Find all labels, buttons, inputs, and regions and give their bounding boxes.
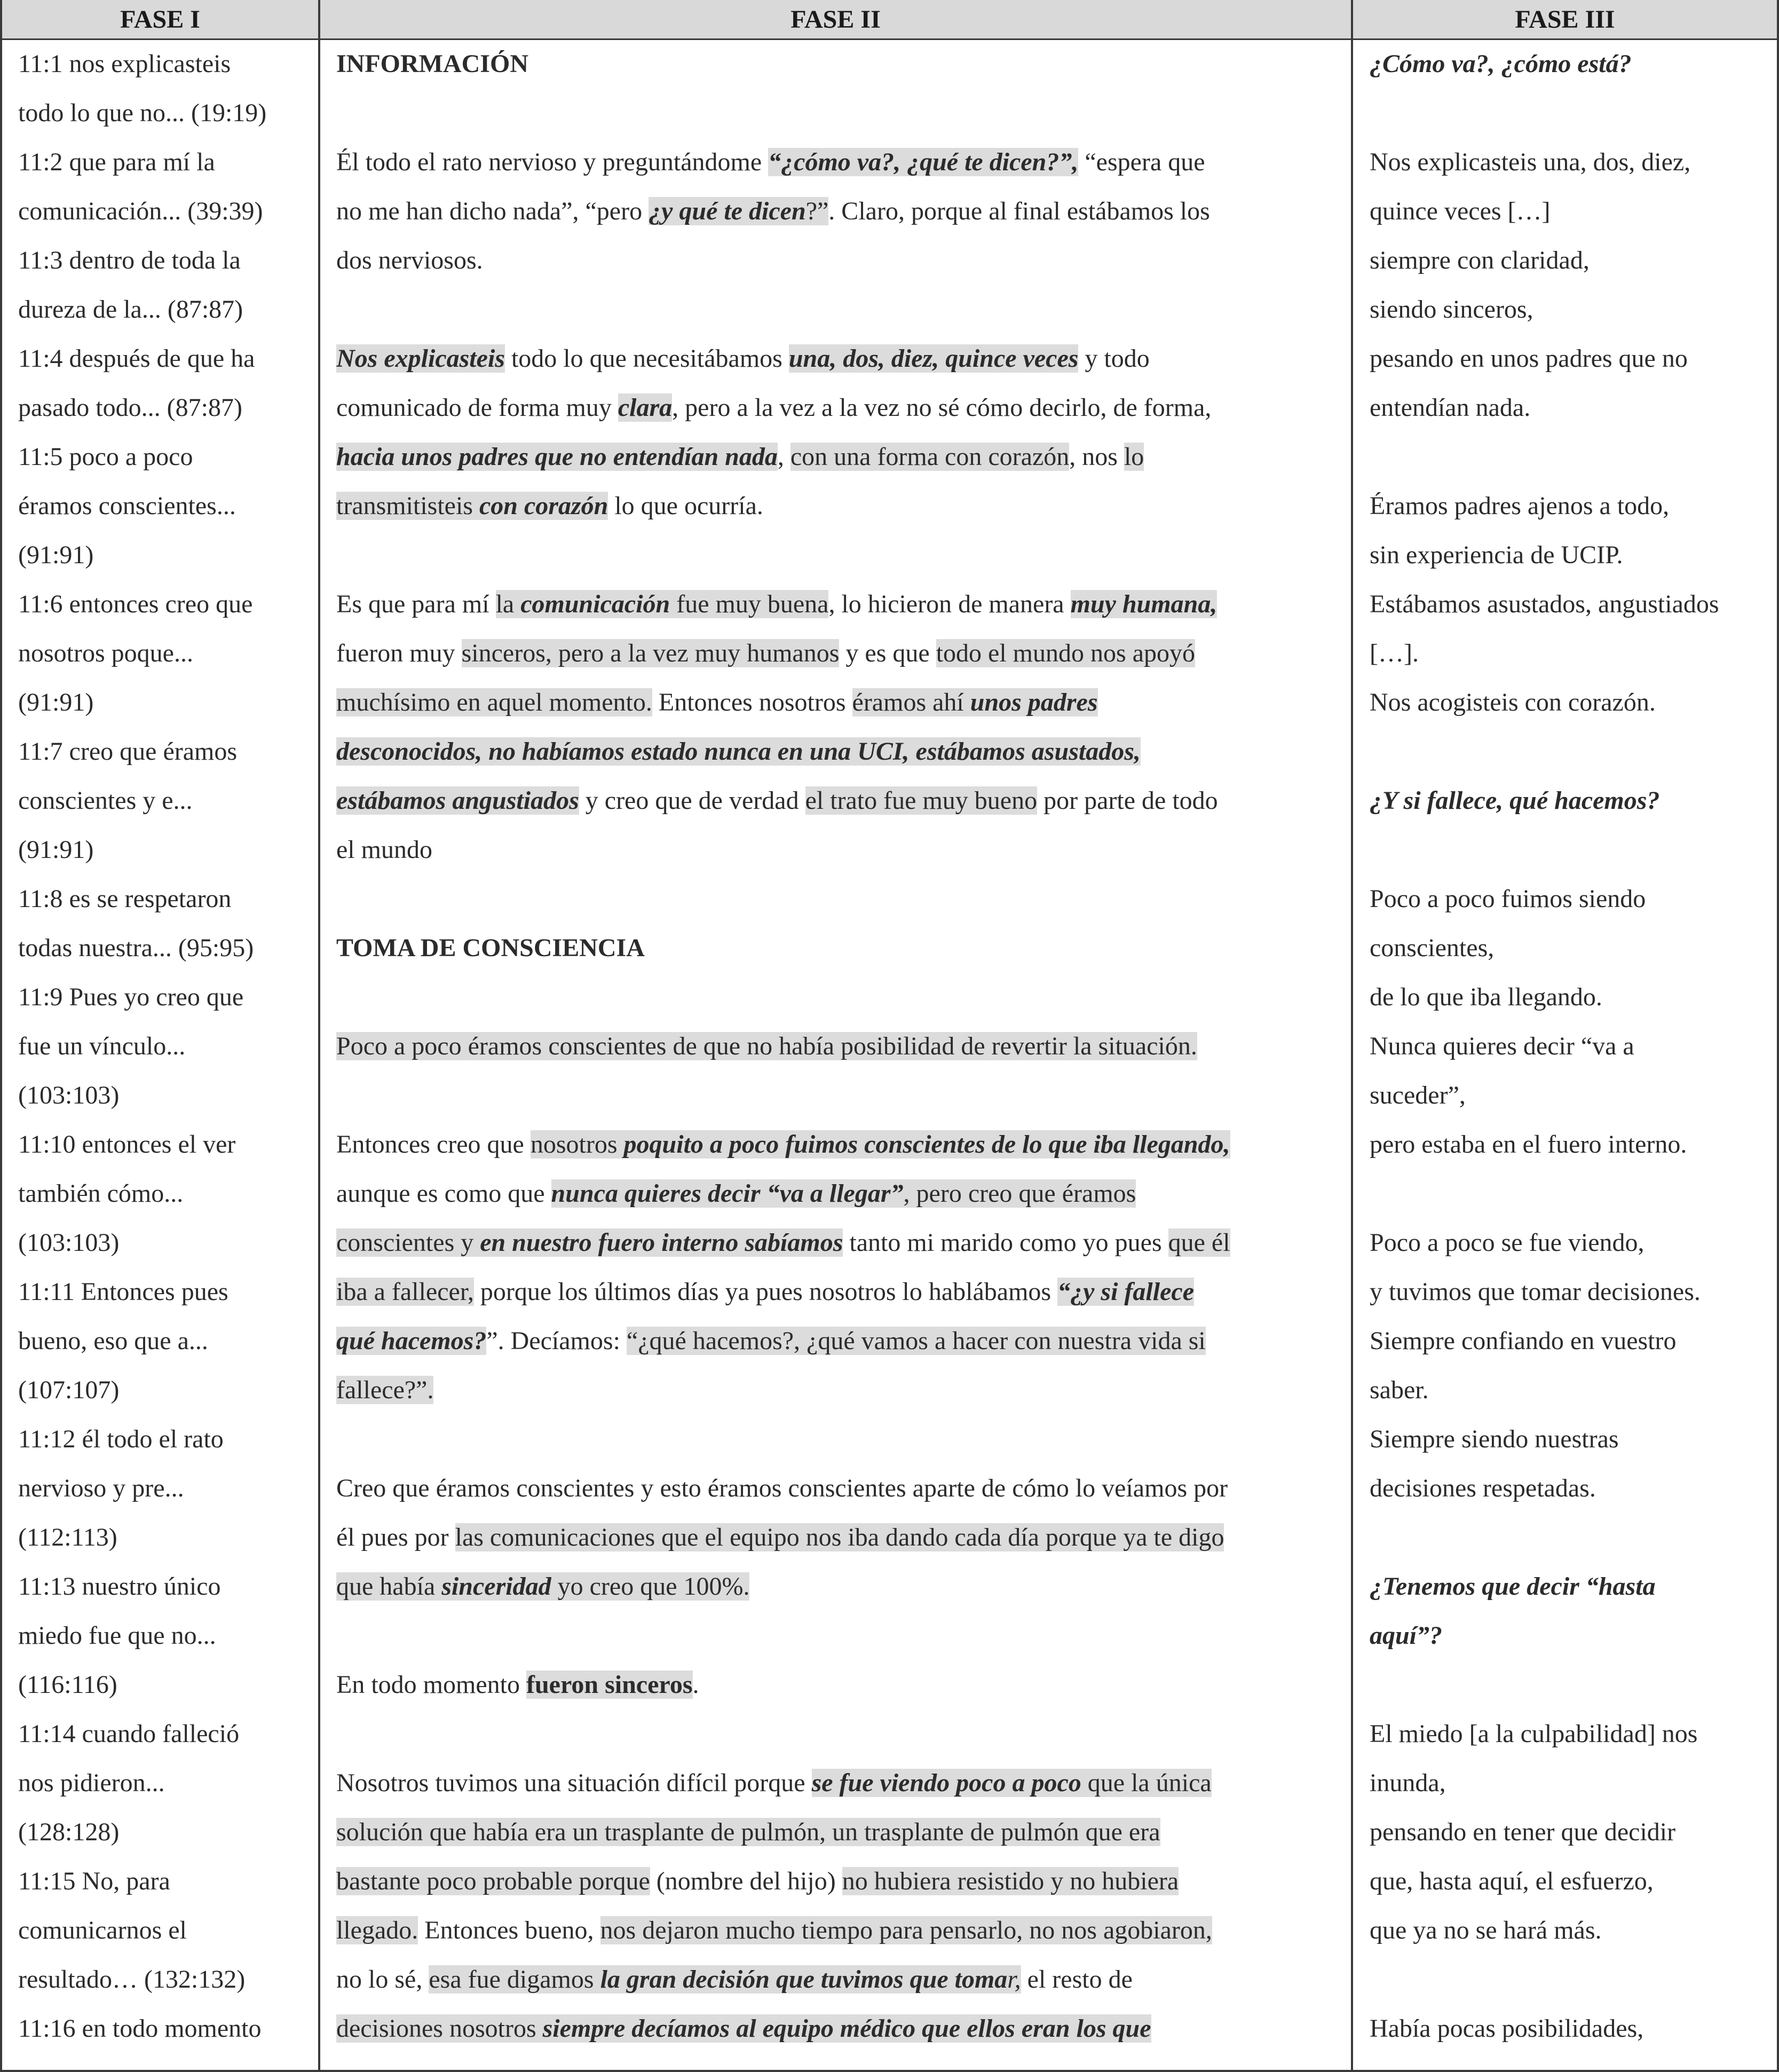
synthesis-line: siempre con claridad, <box>1370 246 1590 274</box>
transcript-text: Es que para mí <box>336 590 496 618</box>
highlighted-quote: comunicación <box>520 590 670 618</box>
highlighted-quote: qué hacemos? <box>336 1327 487 1355</box>
transcript-text: porque los últimos días ya pues nosotros lo hablábamos <box>473 1278 1058 1306</box>
code-list-line: bueno, eso que a... <box>18 1327 208 1355</box>
synthesis-line: Siempre confiando en vuestro <box>1370 1327 1677 1355</box>
transcript-line <box>336 1464 1228 1513</box>
code-list-line: nos pidieron... <box>18 1769 165 1797</box>
highlighted-quote: “¿y si fallece <box>1057 1278 1194 1306</box>
transcript-line <box>336 924 645 973</box>
transcript-line <box>336 334 1150 383</box>
synthesis-line: El miedo [a la culpabilidad] nos <box>1370 1720 1698 1748</box>
transcript-line <box>336 383 1211 432</box>
transcript-text: Él todo el rato nervioso y preguntándome <box>336 148 769 176</box>
highlighted-quote: llegado. <box>336 1916 418 1944</box>
highlighted-quote: una, dos, diez, quince veces <box>788 344 1079 373</box>
code-list-line: todo lo que no... (19:19) <box>18 99 267 127</box>
synthesis-line: entendían nada. <box>1370 393 1531 422</box>
synthesis-line: siendo sinceros, <box>1370 295 1533 324</box>
synthesis-line: Nos explicasteis una, dos, diez, <box>1370 148 1691 176</box>
code-list-line: (103:103) <box>18 1081 120 1109</box>
transcript-text: y creo que de verdad <box>579 786 805 815</box>
transcript-text: , lo hicieron de manera <box>828 590 1071 618</box>
code-list-line: (107:107) <box>18 1376 120 1404</box>
synthesis-line: Siempre siendo nuestras <box>1370 1425 1619 1453</box>
transcript-text: Creo que éramos conscientes y esto éramos conscientes aparte de cómo lo veíamos por <box>336 1474 1228 1502</box>
synthesis-line: Nunca quieres decir “va a <box>1370 1032 1634 1060</box>
transcript-line <box>336 1267 1194 1317</box>
transcript-line <box>336 187 1210 236</box>
transcript-text: y todo <box>1078 344 1150 373</box>
transcript-text: dos nerviosos. <box>336 246 483 274</box>
highlighted-quote: las comunicaciones que el equipo nos iba dando cada día porque ya te digo <box>455 1523 1224 1551</box>
transcript-line <box>336 1660 699 1709</box>
highlighted-quote: todo el mundo nos apoyó <box>936 639 1195 667</box>
highlighted-quote: poquito a poco fuimos conscientes de lo que iba llegando, <box>623 1130 1230 1159</box>
theme-heading: aquí”? <box>1370 1621 1443 1650</box>
code-list-line: dureza de la... (87:87) <box>18 295 243 324</box>
highlighted-quote: esa fue digamos <box>429 1965 600 1994</box>
highlighted-quote: “¿qué hacemos?, ¿qué vamos a hacer con nuestra vida si <box>626 1327 1206 1355</box>
highlighted-quote: bastante poco probable porque <box>336 1867 650 1895</box>
highlighted-quote: en nuestro fuero interno sabíamos <box>480 1228 843 1257</box>
code-list-line: 11:14 cuando falleció <box>18 1720 240 1748</box>
code-list-line: 11:13 nuestro único <box>18 1572 221 1601</box>
transcript-text: y es que <box>839 639 936 667</box>
transcript-line <box>336 1857 1179 1906</box>
transcript-line <box>336 432 1144 482</box>
highlighted-quote: que había <box>336 1572 442 1601</box>
synthesis-line: pero estaba en el fuero interno. <box>1370 1130 1687 1159</box>
transcript-text: , nos <box>1069 443 1124 471</box>
transcript-text: ”. Decíamos: <box>486 1327 627 1355</box>
code-list-line: (128:128) <box>18 1818 120 1846</box>
code-list-line: (116:116) <box>18 1671 117 1699</box>
transcript-text: todo lo que necesitábamos <box>504 344 789 373</box>
synthesis-line: Poco a poco fuimos siendo <box>1370 885 1646 913</box>
code-list-line: (91:91) <box>18 836 94 864</box>
highlighted-quote: solución que había era un trasplante de pulmón, un trasplante de pulmón que era <box>336 1818 1160 1846</box>
code-list-line: conscientes y e... <box>18 786 193 815</box>
transcript-text: Nosotros tuvimos una situación difícil porque <box>336 1769 812 1797</box>
code-list-line: 11:9 Pues yo creo que <box>18 983 244 1011</box>
transcript-text: Entonces nosotros <box>652 688 852 716</box>
transcript-line <box>336 580 1217 629</box>
code-list-line: 11:12 él todo el rato <box>18 1425 224 1453</box>
transcript-line <box>336 138 1205 187</box>
synthesis-line: Nos acogisteis con corazón. <box>1370 688 1656 716</box>
synthesis-line: pesando en unos padres que no <box>1370 344 1688 373</box>
highlighted-quote: muy humana, <box>1070 590 1217 618</box>
header-fase-1: FASE I <box>2 0 318 38</box>
code-list-line: 11:8 es se respetaron <box>18 885 232 913</box>
highlighted-quote: con corazón <box>479 492 608 520</box>
transcript-text: él pues por <box>336 1523 455 1551</box>
code-list-line: nervioso y pre... <box>18 1474 184 1502</box>
transcript-line <box>336 1808 1160 1857</box>
highlighted-quote: el trato fue muy bueno <box>805 786 1038 815</box>
highlighted-quote: fue muy buena <box>670 590 829 618</box>
fase-1-column <box>18 40 317 2072</box>
code-list-line: 11:1 nos explicasteis <box>18 50 231 78</box>
code-list-line: 11:2 que para mí la <box>18 148 215 176</box>
transcript-line <box>336 825 432 875</box>
transcript-line <box>336 678 1098 727</box>
highlighted-quote: , pero creo que éramos <box>903 1179 1136 1208</box>
header-fase-2: FASE II <box>320 0 1351 38</box>
transcript-text: , <box>777 443 790 471</box>
highlighted-quote: se fue viendo poco a poco <box>811 1769 1081 1797</box>
highlighted-quote: yo creo que 100%. <box>551 1572 750 1601</box>
code-list-line: nosotros poque... <box>18 639 193 667</box>
transcript-text: En todo momento <box>336 1671 526 1699</box>
highlighted-quote: nosotros <box>530 1130 624 1159</box>
highlighted-quote: unos padres <box>970 688 1098 716</box>
transcript-text: Entonces creo que <box>336 1130 531 1159</box>
code-list-line: 11:4 después de que ha <box>18 344 255 373</box>
transcript-line <box>336 1366 433 1415</box>
synthesis-line: conscientes, <box>1370 934 1495 962</box>
transcript-text: el resto de <box>1021 1965 1133 1994</box>
code-list-line: resultado… (132:132) <box>18 1965 246 1994</box>
synthesis-line: y tuvimos que tomar decisiones. <box>1370 1278 1701 1306</box>
highlighted-quote: estábamos angustiados <box>336 786 579 815</box>
header-fase-3: FASE III <box>1353 0 1777 38</box>
transcript-text: , pero a la vez a la vez no sé cómo decirlo, de forma, <box>672 393 1212 422</box>
synthesis-line: […]. <box>1370 639 1419 667</box>
highlighted-quote: desconocidos, no habíamos estado nunca en una UCI, estábamos asustados, <box>336 737 1141 766</box>
highlighted-quote: conscientes y <box>336 1228 480 1257</box>
code-list-line: comunicación... (39:39) <box>18 197 263 225</box>
synthesis-line: que ya no se hará más. <box>1370 1916 1602 1944</box>
transcript-line <box>336 727 1141 776</box>
transcript-line <box>336 1317 1206 1366</box>
synthesis-line: Había pocas posibilidades, <box>1370 2014 1644 2043</box>
highlighted-quote: ¿y qué te dicen <box>649 197 806 225</box>
transcript-line <box>336 1955 1133 2004</box>
highlighted-quote: éramos ahí <box>852 688 970 716</box>
fase-2-column <box>336 40 1350 2072</box>
highlighted-quote: que él <box>1168 1228 1230 1257</box>
transcript-line <box>336 1022 1197 1071</box>
highlighted-quote: nos dejaron mucho tiempo para pensarlo, no nos agobiaron, <box>600 1916 1212 1944</box>
synthesis-line: Estábamos asustados, angustiados <box>1370 590 1719 618</box>
highlighted-quote: sinceridad <box>441 1572 551 1601</box>
transcript-text: . Claro, porque al final estábamos los <box>828 197 1210 225</box>
transcript-line <box>336 1120 1230 1169</box>
transcript-line <box>336 629 1195 678</box>
transcript-line <box>336 482 763 531</box>
transcript-line <box>336 776 1218 825</box>
synthesis-line: decisiones respetadas. <box>1370 1474 1596 1502</box>
transcript-text: lo que ocurría. <box>608 492 763 520</box>
synthesis-line: quince veces […] <box>1370 197 1551 225</box>
transcript-line <box>336 1906 1212 1955</box>
transcript-line <box>336 236 483 285</box>
synthesis-line: que, hasta aquí, el esfuerzo, <box>1370 1867 1654 1895</box>
transcript-line <box>336 1759 1212 1808</box>
synthesis-line: Poco a poco se fue viendo, <box>1370 1228 1644 1257</box>
transcript-line <box>336 1562 749 1611</box>
synthesis-line: inunda, <box>1370 1769 1446 1797</box>
highlighted-quote: nunca quieres decir “va a llegar” <box>551 1179 904 1208</box>
highlighted-quote: no hubiera resistido y no hubiera <box>842 1867 1179 1895</box>
highlighted-quote: con una forma con corazón <box>790 443 1070 471</box>
transcript-text: “espera que <box>1078 148 1205 176</box>
transcript-text: . <box>692 1671 699 1699</box>
code-list-line: también cómo... <box>18 1179 184 1208</box>
theme-heading: ¿Cómo va?, ¿cómo está? <box>1370 50 1632 78</box>
highlighted-quote: lo <box>1124 443 1144 471</box>
transcript-text: aunque es como que <box>336 1179 551 1208</box>
highlighted-quote: que la única <box>1081 1769 1212 1797</box>
code-list-line: 11:6 entonces creo que <box>18 590 253 618</box>
code-list-line: 11:5 poco a poco <box>18 443 193 471</box>
code-list-line: 11:10 entonces el ver <box>18 1130 236 1159</box>
synthesis-line: sin experiencia de UCIP. <box>1370 541 1623 569</box>
code-list-line: todas nuestra... (95:95) <box>18 934 254 962</box>
code-list-line: 11:3 dentro de toda la <box>18 246 241 274</box>
synthesis-line: pensando en tener que decidir <box>1370 1818 1676 1846</box>
theme-heading: ¿Tenemos que decir “hasta <box>1370 1572 1656 1601</box>
highlighted-quote: sinceros, pero a la vez muy humanos <box>461 639 840 667</box>
highlighted-quote: r, <box>1007 1965 1021 1994</box>
code-list-line: 11:16 en todo momento <box>18 2014 262 2043</box>
code-list-line: 11:15 No, para <box>18 1867 170 1895</box>
highlighted-quote: clara <box>618 393 673 422</box>
highlighted-quote: siempre decíamos al equipo médico que ellos eran los que <box>542 2014 1151 2043</box>
code-list-line: (91:91) <box>18 688 94 716</box>
code-list-line: (112:113) <box>18 1523 117 1551</box>
code-list-line: fue un vínculo... <box>18 1032 186 1060</box>
transcript-text: Entonces bueno, <box>418 1916 600 1944</box>
transcript-text: comunicado de forma muy <box>336 393 618 422</box>
code-list-line: (103:103) <box>18 1228 120 1257</box>
code-list-line: (91:91) <box>18 541 94 569</box>
highlighted-quote: transmitisteis <box>336 492 479 520</box>
transcript-text: tanto mi marido como yo pues <box>843 1228 1168 1257</box>
code-list-line: miedo fue que no... <box>18 1621 216 1650</box>
highlighted-quote: la gran decisión que tuvimos que toma <box>600 1965 1008 1994</box>
transcript-text: (nombre del hijo) <box>650 1867 842 1895</box>
transcript-line <box>336 2004 1151 2053</box>
highlighted-quote: muchísimo en aquel momento. <box>336 688 652 716</box>
code-list-line: pasado todo... (87:87) <box>18 393 242 422</box>
code-list-line: éramos conscientes... <box>18 492 236 520</box>
transcript-text: fueron muy <box>336 639 462 667</box>
synthesis-line: Éramos padres ajenos a todo, <box>1370 492 1670 520</box>
synthesis-line: saber. <box>1370 1376 1429 1404</box>
highlighted-quote: fallece?”. <box>336 1376 434 1404</box>
highlighted-quote: Nos explicasteis <box>336 344 505 373</box>
transcript-text: no me han dicho nada”, “pero <box>336 197 649 225</box>
highlighted-quote: “¿cómo va?, ¿qué te dicen?”, <box>768 148 1079 176</box>
synthesis-line: suceder”, <box>1370 1081 1466 1109</box>
code-list-line: 11:11 Entonces pues <box>18 1278 228 1306</box>
highlighted-quote: iba a fallecer, <box>336 1278 474 1306</box>
transcript-line <box>336 40 528 89</box>
synthesis-line: de lo que iba llegando. <box>1370 983 1602 1011</box>
transcript-text: el mundo <box>336 836 432 864</box>
transcript-line <box>336 1218 1230 1267</box>
highlighted-quote: hacia unos padres que no entendían nada <box>336 443 778 471</box>
highlighted-quote: Poco a poco éramos conscientes de que no había posibilidad de revertir la situación. <box>336 1032 1197 1060</box>
highlighted-quote: decisiones nosotros <box>336 2014 543 2043</box>
code-list-line: 11:7 creo que éramos <box>18 737 238 766</box>
transcript-text: INFORMACIÓN <box>336 50 528 78</box>
theme-heading: ¿Y si fallece, qué hacemos? <box>1370 786 1660 815</box>
transcript-text: por parte de todo <box>1037 786 1218 815</box>
transcript-line <box>336 1169 1136 1218</box>
transcript-text: no lo sé, <box>336 1965 429 1994</box>
highlighted-quote: la <box>495 590 521 618</box>
highlighted-quote: ?” <box>805 197 829 225</box>
fase-3-column <box>1370 40 1777 2072</box>
transcript-text: TOMA DE CONSCIENCIA <box>336 934 645 962</box>
transcript-line <box>336 1513 1224 1562</box>
highlighted-quote: fueron sinceros <box>526 1671 693 1699</box>
code-list-line: comunicarnos el <box>18 1916 187 1944</box>
